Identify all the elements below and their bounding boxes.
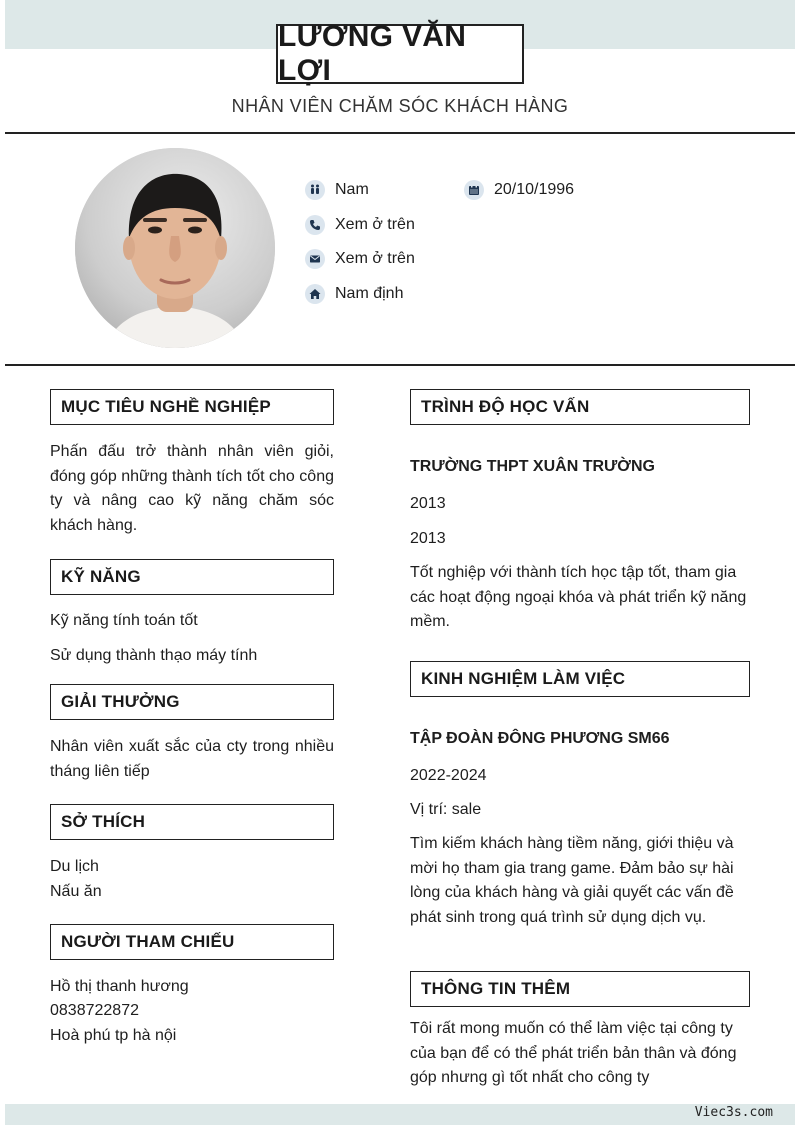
experience-position: Vị trí: sale (410, 801, 482, 818)
divider-bottom (5, 364, 795, 366)
address-value: Nam định (335, 285, 404, 302)
experience-period: 2022-2024 (410, 767, 487, 784)
hobbies-heading: SỞ THÍCH (50, 804, 334, 840)
skill-item: Kỹ năng tính toán tốt (50, 612, 198, 629)
education-school: TRƯỜNG THPT XUÂN TRƯỜNG (410, 458, 655, 475)
experience-company: TẬP ĐOÀN ĐÔNG PHƯƠNG SM66 (410, 730, 670, 747)
phone-icon (305, 215, 325, 235)
email-value: Xem ở trên (335, 250, 415, 267)
education-start: 2013 (410, 495, 446, 512)
job-title: NHÂN VIÊN CHĂM SÓC KHÁCH HÀNG (231, 96, 569, 116)
skill-item: Sử dụng thành thạo máy tính (50, 647, 258, 664)
gender-value: Nam (335, 181, 369, 198)
calendar-icon (464, 180, 484, 200)
birthdate-value: 20/10/1996 (494, 181, 575, 198)
education-description: Tốt nghiệp với thành tích học tập tốt, tham gia các hoạt động ngoại khóa và phát triển kỹ năng mềm. (410, 564, 747, 630)
divider-top (5, 132, 795, 134)
info-birthdate (464, 180, 574, 200)
mail-icon (305, 249, 325, 269)
references-heading: NGƯỜI THAM CHIẾU (50, 924, 334, 960)
awards-text: Nhân viên xuất sắc của cty trong nhiều tháng liên tiếp (50, 738, 334, 780)
objective-text: Phấn đấu trở thành nhân viên giỏi, đóng góp những thành tích tốt cho công ty và nâng cao kỹ năng chăm sóc khách hàng. (50, 443, 334, 534)
experience-heading: KINH NGHIỆM LÀM VIỆC (410, 661, 750, 697)
info-gender (305, 180, 369, 200)
additional-heading: THÔNG TIN THÊM (410, 971, 750, 1007)
reference-name: Hồ thị thanh hương (50, 978, 189, 995)
profile-photo (75, 148, 275, 348)
info-address (305, 284, 403, 304)
gender-icon (305, 180, 325, 200)
experience-description: Tìm kiếm khách hàng tiềm năng, giới thiệu và mời họ tham gia trang game. Đảm bảo sự hài lòng của khách hàng và giải quyết các vấn đề phát sinh trong quá trình sử dụng dịch vụ. (410, 835, 734, 926)
bottom-decor-band (5, 1104, 795, 1125)
education-end: 2013 (410, 530, 446, 547)
objective-heading: MỤC TIÊU NGHỀ NGHIỆP (50, 389, 334, 425)
candidate-name: LƯƠNG VĂN LỢI (276, 24, 524, 84)
watermark: Viec3s.com (694, 1105, 773, 1120)
additional-text: Tôi rất mong muốn có thể làm việc tại công ty của bạn để có thể phát triển bản thân và đóng góp nhưng gì tốt nhất cho công ty (410, 1020, 737, 1086)
skills-heading: KỸ NĂNG (50, 559, 334, 595)
info-phone (305, 215, 415, 235)
home-icon (305, 284, 325, 304)
info-email (305, 249, 415, 269)
education-heading: TRÌNH ĐỘ HỌC VẤN (410, 389, 750, 425)
hobby-item: Nấu ăn (50, 883, 102, 900)
reference-phone: 0838722872 (50, 1002, 139, 1019)
phone-value: Xem ở trên (335, 216, 415, 233)
reference-address: Hoà phú tp hà nội (50, 1027, 177, 1044)
hobby-item: Du lịch (50, 858, 99, 875)
awards-heading: GIẢI THƯỞNG (50, 684, 334, 720)
